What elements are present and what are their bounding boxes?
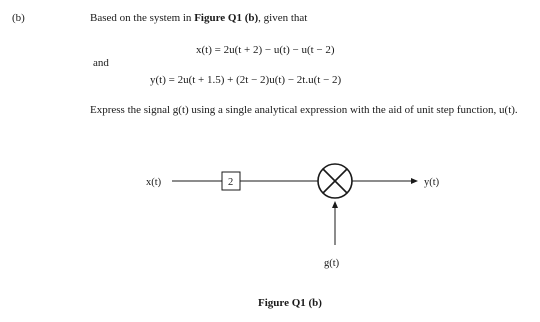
intro-text xyxy=(90,12,307,24)
and-word: and xyxy=(93,57,109,69)
equation-y: y(t) = 2u(t + 1.5) + (2t − 2)u(t) − 2t.u(t − 2) xyxy=(150,74,342,86)
task-text: Express the signal g(t) using a single analytical expression with the aid of unit step function, u(t). xyxy=(90,104,518,116)
output-label: y(t) xyxy=(424,177,440,188)
intro-prefix: Based on the system in xyxy=(90,12,195,24)
equation-x: x(t) = 2u(t + 2) − u(t) − u(t − 2) xyxy=(196,44,335,56)
intro-figure-ref: Figure Q1 (b) xyxy=(194,12,259,24)
figure-caption: Figure Q1 (b) xyxy=(258,297,322,309)
multiplier-node xyxy=(318,164,352,198)
part-label: (b) xyxy=(12,12,25,24)
input-label: x(t) xyxy=(146,177,162,188)
g-input-label: g(t) xyxy=(324,258,340,269)
intro-suffix: , given that xyxy=(258,12,308,24)
block-diagram xyxy=(0,150,540,290)
gain-value: 2 xyxy=(228,177,234,188)
